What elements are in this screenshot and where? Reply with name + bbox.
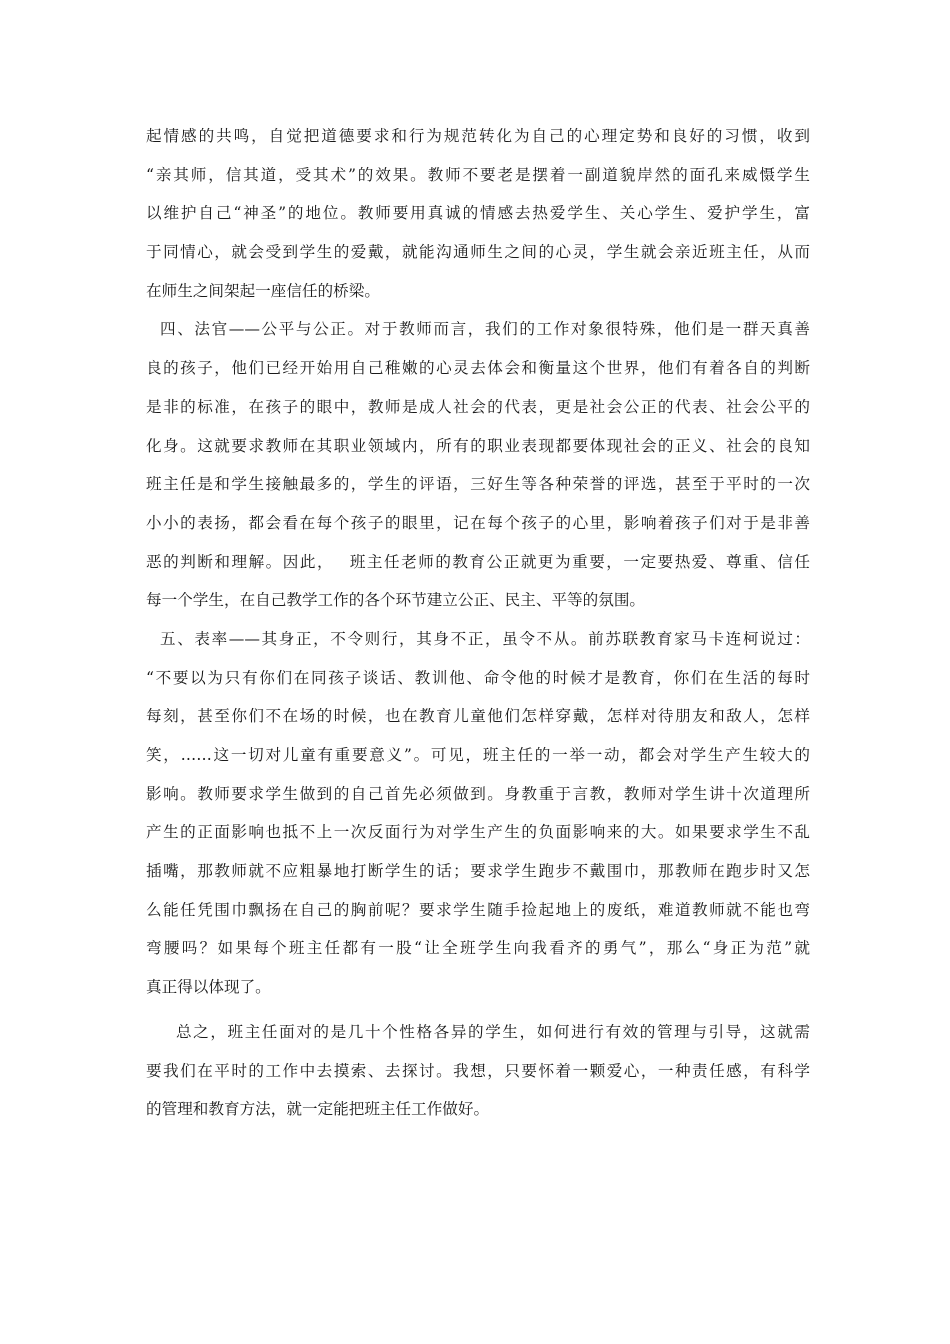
- text-line: 弯腰吗？如果每个班主任都有一股“让全班学生向我看齐的勇气”，那么“身正为范”就: [146, 939, 810, 958]
- text-line: 影响。教师要求学生做到的自己首先必须做到。身教重于言教，教师对学生讲十次道理所: [146, 784, 810, 803]
- paragraph-judge-fairness: [146, 310, 810, 620]
- text-line: 四、法官——公平与公正。对于教师而言，我们的工作对象很特殊，他们是一群天真善: [160, 320, 810, 339]
- text-line: 么能任凭围巾飘扬在自己的胸前呢？要求学生随手捡起地上的废纸，难道教师就不能也弯: [146, 900, 810, 919]
- text-line: 以维护自己“神圣”的地位。教师要用真诚的情感去热爱学生、关心学生、爱护学生，富: [146, 204, 810, 223]
- text-line: 于同情心，就会受到学生的爱戴，就能沟通师生之间的心灵，学生就会亲近班主任，从而: [146, 243, 810, 262]
- text-line: 要我们在平时的工作中去摸索、去探讨。我想，只要怀着一颗爱心，一种责任感，有科学: [146, 1061, 810, 1080]
- text-line: 真正得以体现了。: [146, 978, 271, 997]
- text-line: “不要以为只有你们在同孩子谈话、教训他、命令他的时候才是教育，你们在生活的每时: [146, 668, 810, 687]
- text-line: 起情感的共鸣，自觉把道德要求和行为规范转化为自己的心理定势和良好的习惯，收到: [146, 127, 810, 145]
- text-line: 小小的表扬，都会看在每个孩子的眼里，记在每个孩子的心里，影响着孩子们对于是非善: [146, 513, 810, 532]
- text-line: 每一个学生，在自己教学工作的各个环节建立公正、民主、平等的氛围。: [146, 591, 646, 610]
- paragraph-teacher-affection: [146, 117, 810, 310]
- text-line: 化身。这就要求教师在其职业领域内，所有的职业表现都要体现社会的正义、社会的良知: [146, 436, 810, 455]
- text-line: 班主任是和学生接触最多的，学生的评语，三好生等各种荣誉的评选，甚至于平时的一次: [146, 475, 810, 494]
- paragraph-role-model: [146, 620, 810, 1007]
- text-line: 的管理和教育方法，就一定能把班主任工作做好。: [146, 1100, 490, 1119]
- text-line: 每刻，甚至你们不在场的时候，也在教育儿童他们怎样穿戴，怎样对待朋友和敌人，怎样: [146, 707, 810, 726]
- text-line: 良的孩子，他们已经开始用自己稚嫩的心灵去体会和衡量这个世界，他们有着各自的判断: [146, 359, 810, 378]
- text-line: 笑，……这一切对儿童有重要意义”。可见，班主任的一举一动，都会对学生产生较大的: [146, 746, 810, 764]
- text-line: “亲其师，信其道，受其术”的效果。教师不要老是摆着一副道貌岸然的面孔来威慑学生: [146, 165, 810, 184]
- text-line: 是非的标准，在孩子的眼中，教师是成人社会的代表，更是社会公正的代表、社会公平的: [146, 397, 810, 416]
- document-body: [146, 117, 810, 1129]
- text-line: 恶的判断和理解。因此， 班主任老师的教育公正就更为重要，一定要热爱、尊重、信任: [146, 552, 810, 571]
- text-line: 五、表率——其身正，不令则行，其身不正，虽令不从。前苏联教育家马卡连柯说过：: [160, 629, 810, 648]
- text-line: 总之，班主任面对的是几十个性格各异的学生，如何进行有效的管理与引导，这就需: [176, 1022, 810, 1041]
- text-line: 产生的正面影响也抵不上一次反面行为对学生产生的负面影响来的大。如果要求学生不乱: [146, 823, 810, 842]
- text-line: 在师生之间架起一座信任的桥梁。: [146, 281, 380, 300]
- paragraph-conclusion: [146, 1013, 810, 1129]
- text-line: 插嘴，那教师就不应粗暴地打断学生的话；要求学生跑步不戴围巾，那教师在跑步时又怎: [146, 862, 810, 881]
